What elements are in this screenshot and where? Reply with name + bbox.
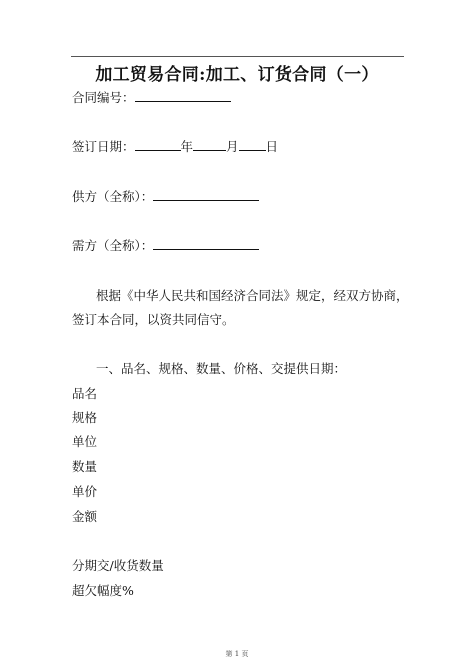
supplier-line [72, 187, 259, 205]
sign-year-blank[interactable] [135, 137, 181, 151]
document-title: 加工贸易合同:加工、订货合同（一） [95, 65, 379, 85]
buyer-blank[interactable] [153, 236, 259, 250]
sign-day-blank[interactable] [239, 137, 266, 151]
item-amount: 金额 [72, 509, 98, 524]
item-unit: 单位 [72, 434, 98, 449]
contract-number-blank[interactable] [135, 88, 231, 102]
supplier-blank[interactable] [153, 187, 259, 201]
header-rule [71, 56, 404, 57]
sign-month-blank[interactable] [193, 137, 226, 151]
day-label: 日 [265, 139, 279, 154]
shortage-margin: 超欠幅度% [72, 583, 134, 598]
item-unit-price: 单价 [72, 484, 98, 499]
intro-line-1: 根据《中华人民共和国经济合同法》规定，经双方协商， [96, 288, 409, 303]
intro-paragraph [72, 284, 412, 332]
intro-line-2: 签订本合同，以资共同信守。 [72, 312, 235, 327]
section-1-heading: 一、品名、规格、数量、价格、交提供日期： [96, 361, 347, 376]
sign-date-line [72, 137, 278, 155]
sign-date-label: 签订日期： [72, 139, 135, 154]
contract-number-line [72, 88, 231, 106]
month-label: 月 [226, 139, 239, 154]
item-quantity: 数量 [72, 459, 98, 474]
buyer-label: 需方（全称）： [72, 238, 154, 253]
contract-number-label: 合同编号： [72, 90, 135, 105]
buyer-line [72, 236, 259, 254]
year-label: 年 [180, 139, 194, 154]
item-name: 品名 [72, 386, 98, 401]
item-spec: 规格 [72, 410, 98, 425]
installment-delivery-quantity: 分期交/收货数量 [72, 558, 164, 573]
page-number: 第 1 页 [225, 650, 249, 658]
supplier-label: 供方（全称）： [72, 189, 154, 204]
